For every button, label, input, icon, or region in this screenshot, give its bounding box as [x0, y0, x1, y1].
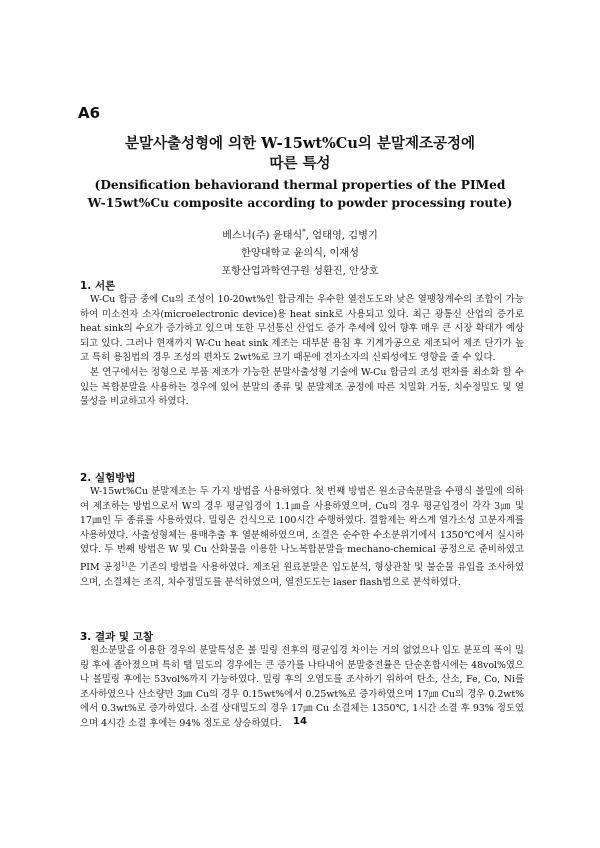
paragraph: 본 연구에서는 정형으로 부품 제조가 가능한 분말사출성형 기술에 W-Cu 합금의 조성 편차를 최소화 할 수 있는 복합분말을 사용하는 경우에 있어 분말의 종류 및 분말제조 공정에 따른 치밀화 거동, 치수정밀도 및 열 물성을 비교하고자 하였다.	[80, 366, 524, 408]
author-line-3: 포항산업과학연구원 성환진, 안상호	[221, 266, 379, 278]
paragraph	[80, 485, 524, 590]
page-number: 14	[293, 716, 307, 727]
section-body-methods	[80, 485, 524, 590]
paragraph-text: W-15wt%Cu 분말제조는 두 가지 방법을 사용하였다. 첫 번째 방법은 원소금속분말을 수평식 볼밀에 의하여 제조하는 방법으로서 W의 경우 평균입경이 1.1㎛을 사용하였으며, Cu의 경우 평균입경이 각각 3㎛ 및 17㎛인 두 종류를 사용하였다. 밀링은 건식으로 100시간 수행하였다. 결합제는 왁스계 열가소성 고분자계를 사용하였다. 사출성형체는 용매추출 후 열분해하였으며, 소결은 순수한 수소분위기에서 1350℃에서 실시하였다. 두 번째 방법은 W 및 Cu 산화물을 이용한 나노복합분말을 mechano-chemical 공정으로 준비하였고 PIM 공정	[80, 486, 524, 574]
reference-marker: 1)	[121, 560, 128, 568]
paragraph-text-tail: 은 기존의 방법을 사용하였다. 제조된	[127, 562, 280, 574]
corresponding-author-mark: *	[302, 228, 306, 236]
section-body-introduction	[80, 293, 524, 410]
section-heading-introduction: 1. 서론	[80, 280, 116, 292]
abstract-code: A6	[78, 104, 101, 122]
korean-title	[0, 134, 600, 174]
section-heading-results: 3. 결과 및 고찰	[80, 631, 153, 643]
section-heading-methods: 2. 실험방법	[80, 472, 136, 484]
korean-title-line-1: 분말사출성형에 의한 W-15wt%Cu의 분말제조공정에	[125, 135, 475, 152]
paragraph: W-Cu 합금 중에 Cu의 조성이 10-20wt%인 합금계는 우수한 열전도도와 낮은 열팽창계수의 조합이 가능하여 미소전자 소자(microelectronic device)용 heat sink로 사용되고 있다. 최근 광통신 산업의 증가로 heat sink의 수요가 증가하고 있으며 또한 무선통신 산업도 증가 추세에 있어 향후 매우 큰 시장 확대가 예상되고 있다. 그러나 현재까지 W-Cu heat sink 제조는 대부분 용침 후 기계가공으로 제조되어 제조 단가가 높고 특히 용침법의 경우 조성의 편차도 2wt%로 크기 때문에 전자소자의 신뢰성에도 영향을 줄 수 있다.	[80, 294, 524, 364]
author-line-2: 한양대학교 윤의식, 이재성	[241, 248, 359, 260]
author-names-rest: , 엄태영, 김병기	[305, 230, 378, 242]
english-title-line-2: W-15wt%Cu composite according to powder processing route)	[87, 196, 513, 210]
author-line-1	[0, 223, 600, 245]
english-title-line-1: (Densification behaviorand thermal properties of the PIMed	[94, 178, 506, 192]
english-title	[0, 176, 600, 212]
paragraph-text-continued: 원료분말은 입도분석, 형상관찰 및 불순물 유입을 조사하였으며, 소결체는 조직, 치수정밀도를 분석하였으며, 열전도도는 laser flash법으로 분석하였다.	[80, 562, 524, 588]
paragraph: 원소분말을 이용한 경우의 분말특성은 볼 밀링 전후의 평균입경 차이는 거의 없었으나 입도 분포의 폭이 밀링 후에 좁아졌으며 특히 탭 밀도의 경우에는 큰 증가를 나타내어 분말충전률은 단순혼합시에는 48vol%였으나 볼밀링 후에는 53vol%까지 가능하였다. 밀링 후의 오염도를 조사하기 위하여 탄소, 산소, Fe, Co, Ni를 조사하였으나 산소량만 3㎛ Cu의 경우 0.15wt%에서 0.25wt%로 증가하였으며 17㎛ Cu의 경우 0.2wt%에서 0.3wt%로 증가하였다. 소결 상대밀도의 경우 17㎛ Cu 소결체는 1350℃, 1시간 소결 후 93% 정도였으며 4시간 소결 후에는 94% 정도로 상승하였다.	[80, 645, 524, 729]
author-name-lead: 베스너(주) 윤태식	[222, 230, 303, 242]
korean-title-line-2: 따른 특성	[269, 155, 331, 172]
author-list	[0, 223, 600, 281]
